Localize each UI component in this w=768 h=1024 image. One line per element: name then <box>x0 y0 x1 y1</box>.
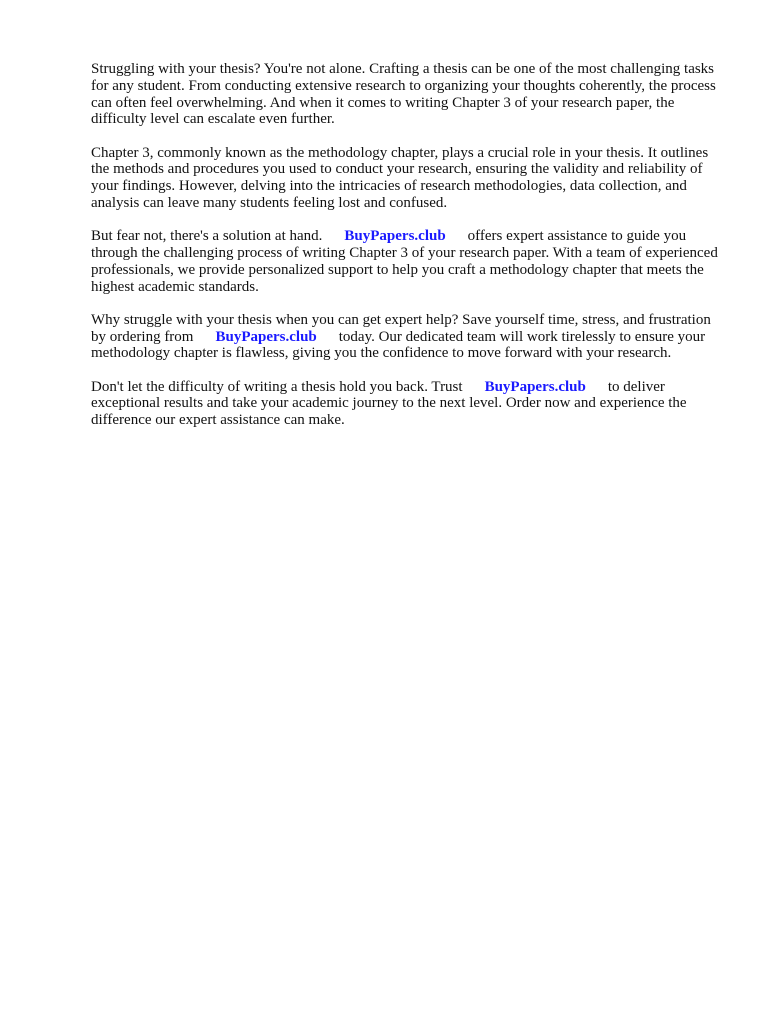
paragraph-text-before: But fear not, there's a solution at hand. <box>91 228 323 245</box>
paragraph-why <box>91 312 721 362</box>
paragraph-text-after: to deliver exceptional results and take your academic journey to the next level. Order now and experience the difference our expert assistance can make. <box>91 378 687 429</box>
paragraph-closing <box>91 379 721 429</box>
buypapers-link[interactable]: BuyPapers.club <box>344 228 446 245</box>
buypapers-link[interactable]: BuyPapers.club <box>215 328 317 345</box>
document-body <box>91 61 721 445</box>
paragraph-text-after: today. Our dedicated team will work tirelessly to ensure your methodology chapter is flawless, giving you the confidence to move forward with your research. <box>91 328 706 362</box>
paragraph-text-before: Don't let the difficulty of writing a thesis hold you back. Trust <box>91 378 463 395</box>
buypapers-link[interactable]: BuyPapers.club <box>484 378 586 395</box>
paragraph-solution <box>91 228 721 295</box>
paragraph-text: Struggling with your thesis? You're not alone. Crafting a thesis can be one of the most challenging tasks for any student. From conducting extensive research to organizing your thoughts coherently, the process can often feel overwhelming. And when it comes to writing Chapter 3 of your research paper, the difficulty level can escalate even further. <box>91 61 716 128</box>
paragraph-intro <box>91 61 721 128</box>
paragraph-text-after: offers expert assistance to guide you through the challenging process of writing Chapter 3 of your research paper. With a team of experienced professionals, we provide personalized support to help you craft a methodology chapter that meets the highest academic standards. <box>91 228 718 295</box>
paragraph-methodology <box>91 145 721 212</box>
paragraph-text: Chapter 3, commonly known as the methodology chapter, plays a crucial role in your thesis. It outlines the methods and procedures you used to conduct your research, ensuring the validity and reliability of your findings. However, delving into the intricacies of research methodologies, data collection, and analysis can leave many students feeling lost and confused. <box>91 144 709 211</box>
paragraph-text-before: Why struggle with your thesis when you can get expert help? Save yourself time, stress, and frustration by ordering from <box>91 311 711 345</box>
